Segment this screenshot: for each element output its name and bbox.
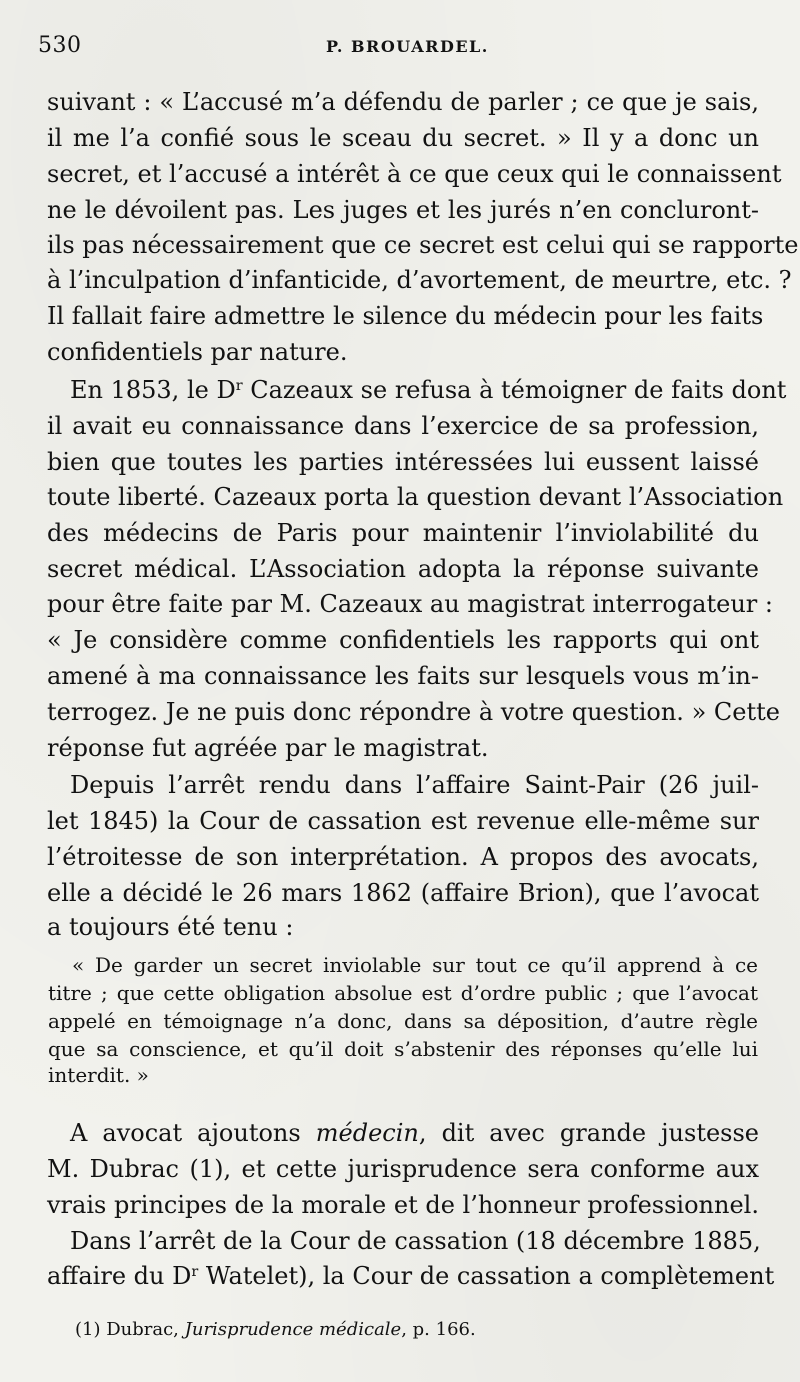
body-line [70, 1117, 759, 1149]
body-line: En 1853, le $D^r$ Cazeaux se refusa à témoigner de faits dont [70, 376, 787, 404]
footnote [75, 1318, 476, 1342]
running-head: P. BROUARDEL. [326, 37, 489, 56]
body-line: pour être faite par M. Cazeaux au magistrat interrogateur : [47, 590, 773, 618]
body-line: réponse fut agréée par le magistrat. [47, 734, 489, 762]
body-line: secret, et l’accusé a intérêt à ce que ceux qui le connaissent [47, 160, 782, 188]
body-line: il me l’a confié sous le sceau du secret. » Il y a donc un [47, 124, 759, 152]
body-line: bien que toutes les parties intéressées lui eussent laissé [47, 448, 759, 476]
quote-line: appelé en témoignage n’a donc, dans sa déposition, d’autre règle [48, 1009, 758, 1033]
text-span: A avocat ajoutons [70, 1119, 316, 1147]
body-line: suivant : « L’accusé m’a défendu de parler ; ce que je sais, [47, 88, 759, 116]
body-line: l’étroitesse de son interprétation. A propos des avocats, [47, 843, 759, 871]
footnote-tail: , p. 166. [401, 1319, 476, 1340]
emphasis-text: médecin [315, 1119, 419, 1147]
body-line: secret médical. L’Association adopta la réponse suivante [47, 555, 759, 583]
body-line: ils pas nécessairement que ce secret est celui qui se rapporte [47, 231, 799, 259]
body-line: terrogez. Je ne puis donc répondre à votre question. » Cette [47, 698, 780, 726]
quote-line: que sa conscience, et qu’il doit s’abstenir des réponses qu’elle lui [48, 1037, 758, 1061]
body-line: confidentiels par nature. [47, 338, 348, 366]
footnote-marker: (1) Dubrac, [75, 1319, 185, 1340]
body-line: ne le dévoilent pas. Les juges et les jurés n’en concluront- [47, 196, 759, 224]
page-number: 530 [38, 33, 82, 58]
body-line: il avait eu connaissance dans l’exercice de sa profession, [47, 412, 759, 440]
body-line: Dans l’arrêt de la Cour de cassation (18 décembre 1885, [70, 1227, 761, 1255]
body-line: amené à ma connaissance les faits sur lesquels vous m’in- [47, 662, 759, 690]
body-line: affaire du $D^r$ Watelet), la Cour de cassation a complètement [47, 1262, 775, 1290]
body-line: M. Dubrac (1), et cette jurisprudence sera conforme aux [47, 1155, 759, 1183]
body-line: toute liberté. Cazeaux porta la question devant l’Association [47, 483, 784, 511]
body-line: let 1845) la Cour de cassation est revenue elle-même sur [47, 807, 759, 835]
body-line: des médecins de Paris pour maintenir l’inviolabilité du [47, 519, 759, 547]
body-line: Il fallait faire admettre le silence du médecin pour les faits [47, 302, 764, 330]
body-line: elle a décidé le 26 mars 1862 (affaire Brion), que l’avocat [47, 879, 759, 907]
text-span: , dit avec grande justesse [418, 1119, 760, 1147]
quote-line: titre ; que cette obligation absolue est d’ordre public ; que l’avocat [48, 981, 758, 1005]
body-line: à l’inculpation d’infanticide, d’avortement, de meurtre, etc. ? [47, 266, 792, 294]
body-line: « Je considère comme confidentiels les rapports qui ont [47, 626, 759, 654]
body-line: vrais principes de la morale et de l’honneur professionnel. [47, 1191, 759, 1219]
page-header [38, 33, 758, 63]
body-line: a toujours été tenu : [47, 913, 294, 941]
body-line: Depuis l’arrêt rendu dans l’affaire Saint-Pair (26 juil- [70, 771, 759, 799]
quote-line: interdit. » [48, 1063, 149, 1087]
footnote-title: Jurisprudence médicale [184, 1319, 402, 1340]
quote-line: « De garder un secret inviolable sur tout ce qu’il apprend à ce [72, 953, 758, 977]
